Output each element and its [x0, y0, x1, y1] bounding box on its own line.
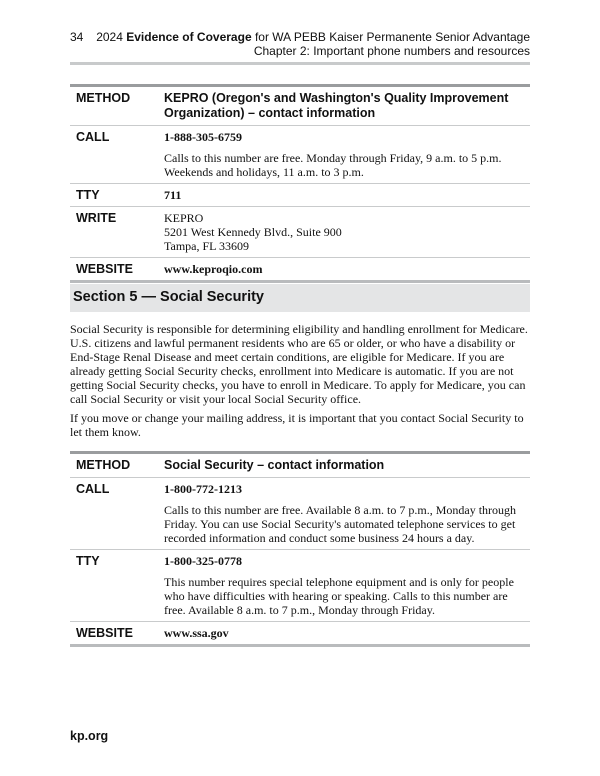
method-header: METHOD [70, 453, 158, 478]
ssa-website-link[interactable]: www.ssa.gov [158, 622, 530, 646]
call-label: CALL [70, 126, 158, 184]
address-line: 5201 West Kennedy Blvd., Suite 900 [164, 225, 342, 239]
table-header-row [70, 453, 530, 478]
chapter-title: Chapter 2: Important phone numbers and resources [253, 44, 530, 58]
social-security-paragraph: Social Security is responsible for determining eligibility and handling enrollment for Medicare. U.S. citizens and lawful permanent residents who are 65 or older, or who have a disability or End-Stage Renal Disease and meet certain conditions, are eligible for Medicare. If you are already getting Social Security checks, enrollment into Medicare is automatic. If you are not getting Social Security checks, you have to enroll in Medicare. To apply for Medicare, you can call Social Security or visit your local Social Security office. [70, 322, 528, 406]
address-line: Tampa, FL 33609 [164, 239, 250, 253]
document-title [96, 30, 530, 45]
table-row [70, 184, 530, 207]
ssa-table-title: Social Security – contact information [158, 453, 530, 478]
section-header [70, 284, 530, 312]
kepro-table-title: KEPRO (Oregon's and Washington's Quality Improvement Organization) – contact information [158, 86, 530, 126]
table-header-row [70, 86, 530, 126]
website-label: WEBSITE [70, 622, 158, 646]
tty-label: TTY [70, 184, 158, 207]
kepro-address [158, 207, 530, 258]
ssa-tty-number: 1-800-325-0778 [164, 554, 242, 568]
table-row [70, 550, 530, 622]
kepro-tty-number: 711 [158, 184, 530, 207]
kepro-contact-table [70, 84, 530, 283]
address-change-paragraph: If you move or change your mailing address, it is important that you contact Social Security to let them know. [70, 411, 524, 439]
table-row [70, 126, 530, 184]
table-row [70, 478, 530, 550]
header-divider [70, 62, 530, 65]
kepro-call-description: Calls to this number are free. Monday through Friday, 9 a.m. to 5 p.m. Weekends and holidays, 11 a.m. to 3 p.m. [164, 151, 502, 179]
page-number: 34 [70, 30, 84, 44]
document-title-bold: Evidence of Coverage [126, 30, 252, 44]
ssa-call-description: Calls to this number are free. Available 8 a.m. to 7 p.m., Monday through Friday. You can use Social Security's automated telephone services to get recorded information and conduct some business 24 hours a day. [164, 503, 517, 545]
call-label: CALL [70, 478, 158, 550]
write-label: WRITE [70, 207, 158, 258]
website-label: WEBSITE [70, 258, 158, 282]
ssa-contact-table [70, 451, 530, 647]
table-row [70, 258, 530, 282]
kepro-website-link[interactable]: www.keproqio.com [158, 258, 530, 282]
document-title-rest: for WA PEBB Kaiser Permanente Senior Advantage [251, 30, 530, 44]
section-title: Section 5 — Social Security [73, 289, 264, 305]
kepro-call-number: 1-888-305-6759 [164, 130, 242, 144]
ssa-tty-description: This number requires special telephone equipment and is only for people who have difficulties with hearing or speaking. Calls to this number are free. Available 8 a.m. to 7 p.m., Monday through Friday. [164, 575, 514, 617]
document-year: 2024 [96, 30, 127, 44]
tty-label: TTY [70, 550, 158, 622]
footer-site-link[interactable]: kp.org [70, 729, 109, 743]
table-row [70, 622, 530, 646]
address-line: KEPRO [164, 211, 204, 225]
table-row [70, 207, 530, 258]
method-header: METHOD [70, 86, 158, 126]
ssa-call-number: 1-800-772-1213 [164, 482, 242, 496]
